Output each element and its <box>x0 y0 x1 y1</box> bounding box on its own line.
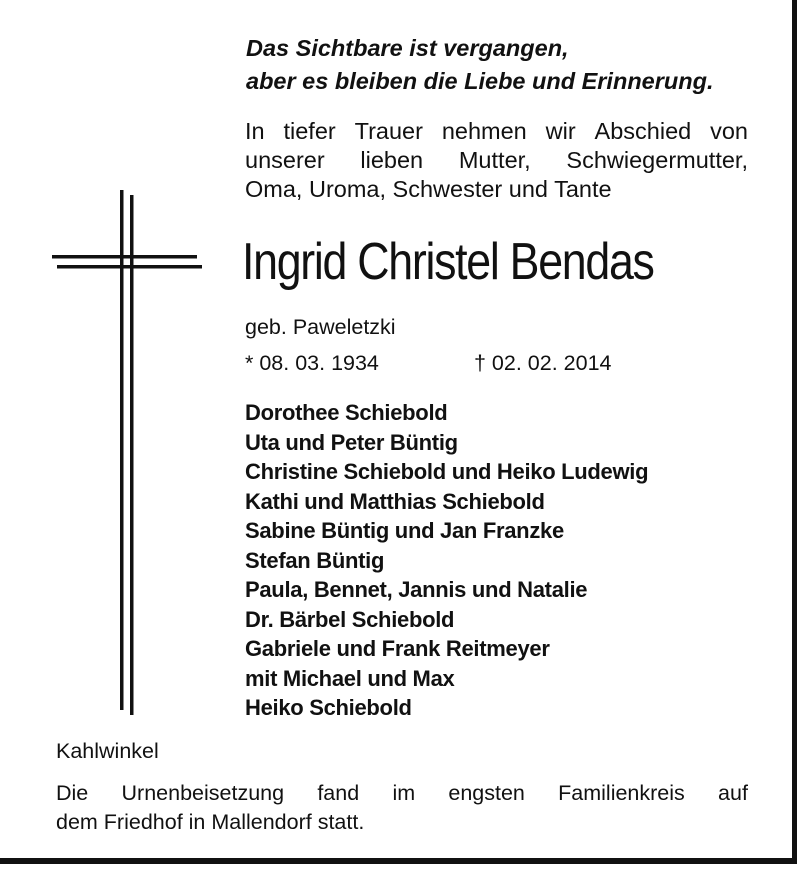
maiden-name: geb. Paweletzki <box>245 315 396 339</box>
motto-line-1: Das Sichtbare ist vergangen, <box>246 35 569 61</box>
motto <box>246 32 713 98</box>
cross-icon <box>52 190 202 720</box>
life-dates <box>245 349 612 377</box>
mourner: Christine Schiebold und Heiko Ludewig <box>245 459 649 484</box>
mourner: Heiko Schiebold <box>245 695 412 720</box>
death-date: † 02. 02. 2014 <box>474 351 612 375</box>
mourner: Gabriele und Frank Reitmeyer <box>245 636 550 661</box>
motto-line-2: aber es bleiben die Liebe und Erinnerung. <box>246 68 714 94</box>
note-word: im <box>392 781 416 805</box>
burial-note-line-1 <box>56 779 748 808</box>
deceased-name: Ingrid Christel Bendas <box>242 233 654 291</box>
note-word: fand <box>317 781 360 805</box>
intro-word: nehmen <box>441 118 527 144</box>
intro-word: Trauer <box>354 118 423 144</box>
intro-word: Abschied <box>594 118 692 144</box>
note-word: engsten <box>448 781 525 805</box>
intro-word: Mutter, <box>458 147 531 173</box>
intro-word: tiefer <box>283 118 336 144</box>
mourner: Sabine Büntig und Jan Franzke <box>245 518 564 543</box>
burial-note <box>56 779 748 837</box>
intro-line-2 <box>245 146 748 175</box>
mourner: Dorothee Schiebold <box>245 400 448 425</box>
note-word: Die <box>56 781 89 805</box>
intro-word: wir <box>545 118 576 144</box>
burial-note-line-2: dem Friedhof in Mallendorf statt. <box>56 810 365 834</box>
intro-word: In <box>245 118 265 144</box>
intro-word: Schwiegermutter, <box>566 147 748 173</box>
note-word: auf <box>718 781 748 805</box>
intro-line-3: Oma, Uroma, Schwester und Tante <box>245 176 612 202</box>
mourner: Stefan Büntig <box>245 547 385 573</box>
note-word: Familienkreis <box>558 781 685 805</box>
place-name: Kahlwinkel <box>56 739 159 763</box>
mourners-list <box>245 398 648 723</box>
intro-line-1 <box>245 117 748 146</box>
birth-date: * 08. 03. 1934 <box>245 351 379 375</box>
intro-word: unserer <box>245 147 325 173</box>
mourner: mit Michael und Max <box>245 665 455 691</box>
intro-word: lieben <box>360 147 424 173</box>
mourner: Uta und Peter Büntig <box>245 429 458 455</box>
note-word: Urnenbeisetzung <box>121 781 285 805</box>
mourner: Dr. Bärbel Schiebold <box>245 606 455 632</box>
intro-word: von <box>710 118 748 144</box>
mourner: Kathi und Matthias Schiebold <box>245 488 545 514</box>
intro-text <box>245 117 748 204</box>
mourner: Paula, Bennet, Jannis und Natalie <box>245 577 588 602</box>
